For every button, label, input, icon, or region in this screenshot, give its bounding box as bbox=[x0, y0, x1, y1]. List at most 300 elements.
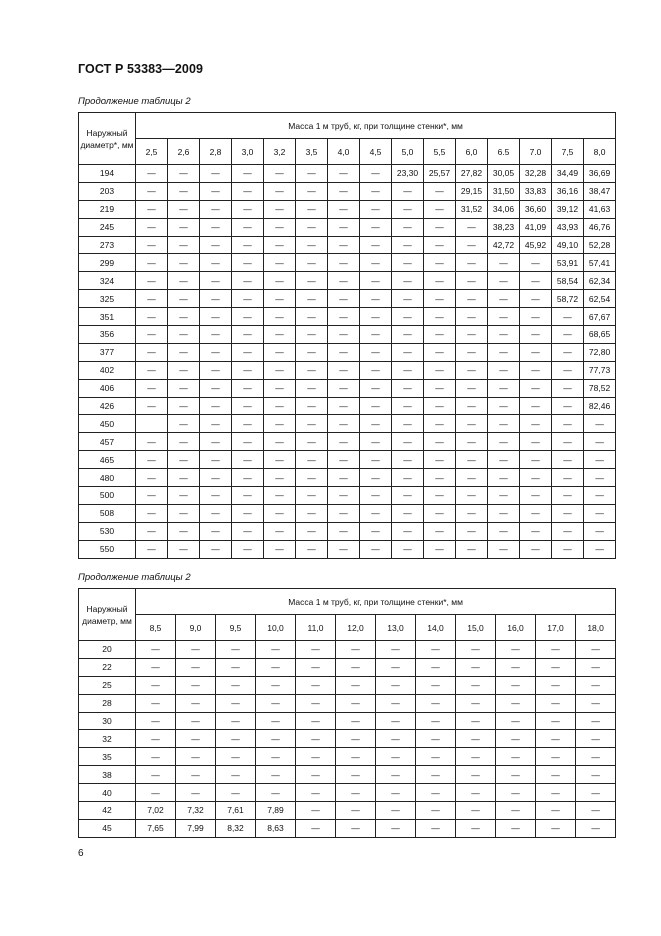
mass-cell: 72,80 bbox=[584, 343, 616, 361]
mass-cell: — bbox=[256, 641, 296, 659]
mass-cell: — bbox=[136, 308, 168, 326]
mass-cell: — bbox=[360, 522, 392, 540]
diameter-cell: 22 bbox=[79, 658, 136, 676]
mass-cell: — bbox=[136, 694, 176, 712]
mass-cell: — bbox=[264, 397, 296, 415]
diameter-cell: 465 bbox=[79, 451, 136, 469]
mass-cell: — bbox=[168, 540, 200, 558]
mass-cell: — bbox=[576, 748, 616, 766]
mass-cell: — bbox=[488, 379, 520, 397]
mass-cell: — bbox=[264, 415, 296, 433]
mass-cell: — bbox=[536, 802, 576, 820]
mass-cell: — bbox=[216, 641, 256, 659]
mass-cell: 38,23 bbox=[488, 218, 520, 236]
thickness-header: 5,0 bbox=[392, 139, 424, 165]
mass-cell: — bbox=[552, 522, 584, 540]
mass-cell: — bbox=[456, 343, 488, 361]
mass-cell: — bbox=[264, 487, 296, 505]
mass-cell: 8,63 bbox=[256, 819, 296, 837]
mass-cell: — bbox=[392, 343, 424, 361]
mass-cell: — bbox=[520, 451, 552, 469]
mass-cell: — bbox=[536, 730, 576, 748]
mass-cell: — bbox=[296, 254, 328, 272]
mass-cell: — bbox=[424, 254, 456, 272]
mass-cell: 78,52 bbox=[584, 379, 616, 397]
mass-cell: — bbox=[264, 379, 296, 397]
mass-cell: — bbox=[536, 676, 576, 694]
mass-cell: — bbox=[424, 504, 456, 522]
mass-cell: 31,50 bbox=[488, 182, 520, 200]
mass-cell: — bbox=[456, 819, 496, 837]
diameter-cell: 402 bbox=[79, 361, 136, 379]
mass-cell: 29,15 bbox=[456, 182, 488, 200]
mass-cell: 25,57 bbox=[424, 165, 456, 183]
mass-cell: 52,28 bbox=[584, 236, 616, 254]
diameter-cell: 426 bbox=[79, 397, 136, 415]
mass-cell: — bbox=[584, 415, 616, 433]
mass-cell: — bbox=[496, 802, 536, 820]
mass-cell: — bbox=[576, 676, 616, 694]
mass-cell: — bbox=[264, 182, 296, 200]
mass-cell: — bbox=[256, 766, 296, 784]
mass-cell: — bbox=[168, 504, 200, 522]
mass-cell: — bbox=[232, 504, 264, 522]
mass-cell: — bbox=[456, 504, 488, 522]
mass-cell: — bbox=[176, 658, 216, 676]
mass-cell: — bbox=[456, 326, 488, 344]
mass-cell: 68,65 bbox=[584, 326, 616, 344]
table-row bbox=[79, 361, 616, 379]
mass-cell: — bbox=[416, 748, 456, 766]
mass-cell: — bbox=[168, 469, 200, 487]
mass-cell: — bbox=[328, 504, 360, 522]
mass-cell: — bbox=[176, 730, 216, 748]
mass-cell: — bbox=[536, 819, 576, 837]
mass-cell: 53,91 bbox=[552, 254, 584, 272]
mass-cell: 7,65 bbox=[136, 819, 176, 837]
thickness-header: 8,0 bbox=[584, 139, 616, 165]
mass-cell: — bbox=[360, 540, 392, 558]
thickness-header: 15,0 bbox=[456, 615, 496, 641]
mass-cell: — bbox=[232, 272, 264, 290]
mass-cell: — bbox=[296, 504, 328, 522]
mass-table-1 bbox=[78, 112, 616, 559]
mass-cell: — bbox=[232, 254, 264, 272]
mass-cell: — bbox=[176, 748, 216, 766]
mass-cell: — bbox=[256, 712, 296, 730]
mass-cell: — bbox=[456, 522, 488, 540]
mass-cell: — bbox=[584, 540, 616, 558]
mass-cell: — bbox=[456, 308, 488, 326]
mass-cell: — bbox=[296, 694, 336, 712]
mass-cell: — bbox=[136, 272, 168, 290]
mass-cell: — bbox=[488, 272, 520, 290]
mass-cell: — bbox=[584, 487, 616, 505]
mass-cell: — bbox=[328, 290, 360, 308]
mass-cell: — bbox=[424, 272, 456, 290]
mass-cell: — bbox=[216, 694, 256, 712]
thickness-header: 8,5 bbox=[136, 615, 176, 641]
mass-cell: — bbox=[576, 819, 616, 837]
thickness-header: 5,5 bbox=[424, 139, 456, 165]
mass-cell: — bbox=[424, 182, 456, 200]
mass-cell: — bbox=[168, 308, 200, 326]
mass-cell: 45,92 bbox=[520, 236, 552, 254]
mass-cell: — bbox=[520, 254, 552, 272]
table-row bbox=[79, 182, 616, 200]
mass-cell: — bbox=[376, 658, 416, 676]
mass-cell: — bbox=[552, 540, 584, 558]
mass-cell: — bbox=[456, 694, 496, 712]
mass-cell: — bbox=[328, 379, 360, 397]
mass-cell: — bbox=[296, 343, 328, 361]
mass-cell: — bbox=[328, 540, 360, 558]
mass-cell: — bbox=[376, 784, 416, 802]
mass-cell: — bbox=[552, 308, 584, 326]
mass-cell: — bbox=[232, 200, 264, 218]
diameter-cell: 377 bbox=[79, 343, 136, 361]
mass-cell: — bbox=[360, 200, 392, 218]
mass-cell: — bbox=[488, 290, 520, 308]
mass-cell: — bbox=[168, 290, 200, 308]
mass-cell: — bbox=[328, 326, 360, 344]
mass-cell: — bbox=[296, 766, 336, 784]
mass-cell: — bbox=[456, 766, 496, 784]
mass-cell: — bbox=[336, 819, 376, 837]
mass-cell: — bbox=[328, 165, 360, 183]
mass-cell: — bbox=[296, 658, 336, 676]
diameter-cell: 45 bbox=[79, 819, 136, 837]
mass-cell: — bbox=[200, 522, 232, 540]
mass-cell: — bbox=[456, 236, 488, 254]
mass-cell: — bbox=[456, 397, 488, 415]
mass-table-2 bbox=[78, 588, 616, 838]
mass-cell: 7,89 bbox=[256, 802, 296, 820]
mass-cell: — bbox=[232, 379, 264, 397]
mass-cell: — bbox=[552, 343, 584, 361]
mass-cell: — bbox=[392, 397, 424, 415]
mass-cell: — bbox=[456, 540, 488, 558]
mass-cell: — bbox=[360, 272, 392, 290]
mass-cell: — bbox=[536, 748, 576, 766]
mass-cell: — bbox=[328, 182, 360, 200]
mass-cell: — bbox=[264, 236, 296, 254]
mass-cell: — bbox=[520, 308, 552, 326]
mass-cell: — bbox=[488, 433, 520, 451]
mass-cell: — bbox=[336, 802, 376, 820]
mass-cell: 31,52 bbox=[456, 200, 488, 218]
mass-cell: — bbox=[296, 326, 328, 344]
diameter-cell: 356 bbox=[79, 326, 136, 344]
mass-cell: — bbox=[200, 182, 232, 200]
diameter-cell: 406 bbox=[79, 379, 136, 397]
mass-cell: — bbox=[232, 451, 264, 469]
mass-cell: — bbox=[296, 802, 336, 820]
mass-cell: 67,67 bbox=[584, 308, 616, 326]
mass-cell: — bbox=[136, 290, 168, 308]
mass-cell: — bbox=[328, 272, 360, 290]
table-row bbox=[79, 308, 616, 326]
diameter-cell: 194 bbox=[79, 165, 136, 183]
thickness-header: 6.5 bbox=[488, 139, 520, 165]
mass-cell: — bbox=[392, 254, 424, 272]
mass-cell: — bbox=[584, 451, 616, 469]
mass-cell: — bbox=[584, 469, 616, 487]
table-row bbox=[79, 504, 616, 522]
mass-cell: — bbox=[360, 504, 392, 522]
mass-cell: — bbox=[256, 784, 296, 802]
mass-cell: — bbox=[328, 451, 360, 469]
mass-cell: — bbox=[296, 218, 328, 236]
thickness-header: 4,5 bbox=[360, 139, 392, 165]
mass-cell: — bbox=[576, 658, 616, 676]
mass-cell: — bbox=[200, 308, 232, 326]
mass-cell: — bbox=[496, 730, 536, 748]
mass-cell: — bbox=[536, 658, 576, 676]
table-row bbox=[79, 397, 616, 415]
mass-cell: — bbox=[360, 165, 392, 183]
mass-cell: — bbox=[336, 658, 376, 676]
mass-cell: — bbox=[488, 540, 520, 558]
table-row bbox=[79, 433, 616, 451]
diameter-cell: 530 bbox=[79, 522, 136, 540]
diameter-cell: 325 bbox=[79, 290, 136, 308]
mass-cell: — bbox=[264, 272, 296, 290]
mass-cell: 27,82 bbox=[456, 165, 488, 183]
mass-cell: — bbox=[136, 165, 168, 183]
mass-cell: — bbox=[416, 784, 456, 802]
mass-cell: — bbox=[360, 397, 392, 415]
mass-cell: — bbox=[376, 802, 416, 820]
thickness-header: 13,0 bbox=[376, 615, 416, 641]
mass-cell: — bbox=[216, 676, 256, 694]
mass-cell: — bbox=[296, 182, 328, 200]
mass-cell: — bbox=[168, 343, 200, 361]
mass-cell: — bbox=[328, 522, 360, 540]
diameter-cell: 32 bbox=[79, 730, 136, 748]
mass-cell: — bbox=[552, 433, 584, 451]
mass-cell: — bbox=[456, 730, 496, 748]
diameter-cell: 35 bbox=[79, 748, 136, 766]
mass-cell: — bbox=[360, 469, 392, 487]
mass-cell: — bbox=[360, 451, 392, 469]
mass-cell: — bbox=[456, 469, 488, 487]
mass-cell: — bbox=[424, 361, 456, 379]
mass-cell: — bbox=[136, 326, 168, 344]
mass-cell: — bbox=[200, 165, 232, 183]
mass-cell: — bbox=[424, 433, 456, 451]
table-row bbox=[79, 712, 616, 730]
mass-cell: — bbox=[176, 712, 216, 730]
mass-cell: — bbox=[296, 641, 336, 659]
mass-cell: — bbox=[488, 326, 520, 344]
mass-cell: — bbox=[520, 522, 552, 540]
mass-cell: — bbox=[360, 379, 392, 397]
mass-cell: 77,73 bbox=[584, 361, 616, 379]
mass-cell: — bbox=[376, 676, 416, 694]
mass-cell: — bbox=[392, 290, 424, 308]
thickness-header: 3,2 bbox=[264, 139, 296, 165]
mass-cell: — bbox=[136, 469, 168, 487]
mass-cell: — bbox=[520, 397, 552, 415]
mass-cell: — bbox=[168, 326, 200, 344]
mass-cell: 36,16 bbox=[552, 182, 584, 200]
mass-cell: 46,76 bbox=[584, 218, 616, 236]
mass-cell: — bbox=[456, 451, 488, 469]
mass-cell: — bbox=[296, 819, 336, 837]
table-row bbox=[79, 200, 616, 218]
mass-cell: 33,83 bbox=[520, 182, 552, 200]
mass-cell: — bbox=[296, 415, 328, 433]
mass-cell: — bbox=[552, 415, 584, 433]
mass-cell: — bbox=[296, 290, 328, 308]
mass-cell: 62,34 bbox=[584, 272, 616, 290]
mass-cell: — bbox=[360, 326, 392, 344]
mass-cell: — bbox=[584, 504, 616, 522]
mass-cell: — bbox=[216, 748, 256, 766]
mass-cell: — bbox=[264, 308, 296, 326]
mass-cell: — bbox=[336, 748, 376, 766]
mass-cell: 41,09 bbox=[520, 218, 552, 236]
mass-cell: — bbox=[264, 343, 296, 361]
mass-cell: — bbox=[136, 522, 168, 540]
mass-cell: — bbox=[296, 308, 328, 326]
mass-cell: — bbox=[296, 540, 328, 558]
mass-cell: — bbox=[456, 658, 496, 676]
table-row bbox=[79, 819, 616, 837]
mass-cell: — bbox=[296, 522, 328, 540]
mass-cell: — bbox=[424, 218, 456, 236]
mass-cell: — bbox=[536, 712, 576, 730]
mass-cell: — bbox=[296, 200, 328, 218]
mass-cell: 41,63 bbox=[584, 200, 616, 218]
mass-cell: — bbox=[424, 236, 456, 254]
mass-cell: — bbox=[552, 326, 584, 344]
mass-cell: — bbox=[496, 658, 536, 676]
mass-cell: — bbox=[576, 784, 616, 802]
mass-cell: — bbox=[496, 641, 536, 659]
mass-cell: — bbox=[488, 343, 520, 361]
mass-cell: — bbox=[296, 487, 328, 505]
mass-cell: — bbox=[584, 433, 616, 451]
mass-cell: 7,99 bbox=[176, 819, 216, 837]
mass-cell: — bbox=[496, 819, 536, 837]
mass-cell: — bbox=[296, 165, 328, 183]
table-row bbox=[79, 487, 616, 505]
diameter-cell: 42 bbox=[79, 802, 136, 820]
mass-cell bbox=[136, 415, 168, 433]
mass-cell: — bbox=[416, 819, 456, 837]
mass-cell: 23,30 bbox=[392, 165, 424, 183]
mass-cell: — bbox=[136, 379, 168, 397]
mass-cell: — bbox=[328, 218, 360, 236]
mass-cell: — bbox=[496, 784, 536, 802]
thickness-header: 12,0 bbox=[336, 615, 376, 641]
mass-cell: — bbox=[576, 730, 616, 748]
table-row bbox=[79, 766, 616, 784]
mass-cell: — bbox=[456, 748, 496, 766]
mass-cell: — bbox=[136, 433, 168, 451]
mass-cell: — bbox=[536, 641, 576, 659]
mass-cell: 38,47 bbox=[584, 182, 616, 200]
mass-cell: — bbox=[424, 308, 456, 326]
mass-cell: — bbox=[456, 802, 496, 820]
mass-cell: — bbox=[576, 712, 616, 730]
mass-cell: — bbox=[360, 487, 392, 505]
mass-cell: 36,60 bbox=[520, 200, 552, 218]
mass-cell: — bbox=[168, 397, 200, 415]
mass-cell: — bbox=[200, 200, 232, 218]
mass-cell: — bbox=[264, 504, 296, 522]
mass-cell: — bbox=[168, 433, 200, 451]
mass-cell: — bbox=[376, 712, 416, 730]
mass-cell: — bbox=[296, 784, 336, 802]
mass-cell: — bbox=[136, 200, 168, 218]
mass-cell: — bbox=[216, 730, 256, 748]
mass-cell: — bbox=[456, 487, 488, 505]
mass-cell: — bbox=[416, 676, 456, 694]
document-header: ГОСТ Р 53383—2009 bbox=[78, 62, 204, 76]
mass-cell: — bbox=[336, 730, 376, 748]
mass-cell: — bbox=[168, 218, 200, 236]
table-row bbox=[79, 236, 616, 254]
diameter-header: Наружный диаметр, мм bbox=[79, 589, 136, 641]
table-row bbox=[79, 469, 616, 487]
mass-cell: — bbox=[232, 433, 264, 451]
mass-cell: — bbox=[168, 254, 200, 272]
mass-cell: — bbox=[136, 397, 168, 415]
mass-cell: — bbox=[264, 469, 296, 487]
mass-cell: — bbox=[576, 802, 616, 820]
mass-cell: — bbox=[488, 361, 520, 379]
mass-cell: — bbox=[416, 641, 456, 659]
mass-cell: — bbox=[296, 379, 328, 397]
diameter-cell: 500 bbox=[79, 487, 136, 505]
mass-cell: 7,32 bbox=[176, 802, 216, 820]
mass-cell: 34,49 bbox=[552, 165, 584, 183]
mass-cell: — bbox=[264, 361, 296, 379]
mass-cell: — bbox=[232, 182, 264, 200]
mass-cell: — bbox=[496, 766, 536, 784]
mass-cell: — bbox=[456, 712, 496, 730]
mass-cell: — bbox=[360, 182, 392, 200]
mass-cell: — bbox=[136, 730, 176, 748]
mass-cell: — bbox=[232, 415, 264, 433]
mass-cell: — bbox=[136, 766, 176, 784]
mass-cell: — bbox=[360, 308, 392, 326]
mass-cell: — bbox=[520, 415, 552, 433]
mass-cell: — bbox=[392, 200, 424, 218]
mass-cell: — bbox=[336, 712, 376, 730]
mass-cell: — bbox=[200, 343, 232, 361]
diameter-cell: 324 bbox=[79, 272, 136, 290]
mass-cell: — bbox=[392, 361, 424, 379]
mass-cell: — bbox=[328, 397, 360, 415]
mass-cell: — bbox=[296, 433, 328, 451]
mass-cell: — bbox=[392, 308, 424, 326]
mass-cell: — bbox=[328, 254, 360, 272]
mass-cell: — bbox=[200, 218, 232, 236]
mass-cell: — bbox=[416, 658, 456, 676]
table-row bbox=[79, 290, 616, 308]
mass-cell: — bbox=[136, 451, 168, 469]
mass-cell: — bbox=[264, 522, 296, 540]
diameter-cell: 40 bbox=[79, 784, 136, 802]
diameter-cell: 245 bbox=[79, 218, 136, 236]
mass-cell: — bbox=[264, 218, 296, 236]
mass-cell: — bbox=[328, 361, 360, 379]
mass-cell: — bbox=[520, 433, 552, 451]
